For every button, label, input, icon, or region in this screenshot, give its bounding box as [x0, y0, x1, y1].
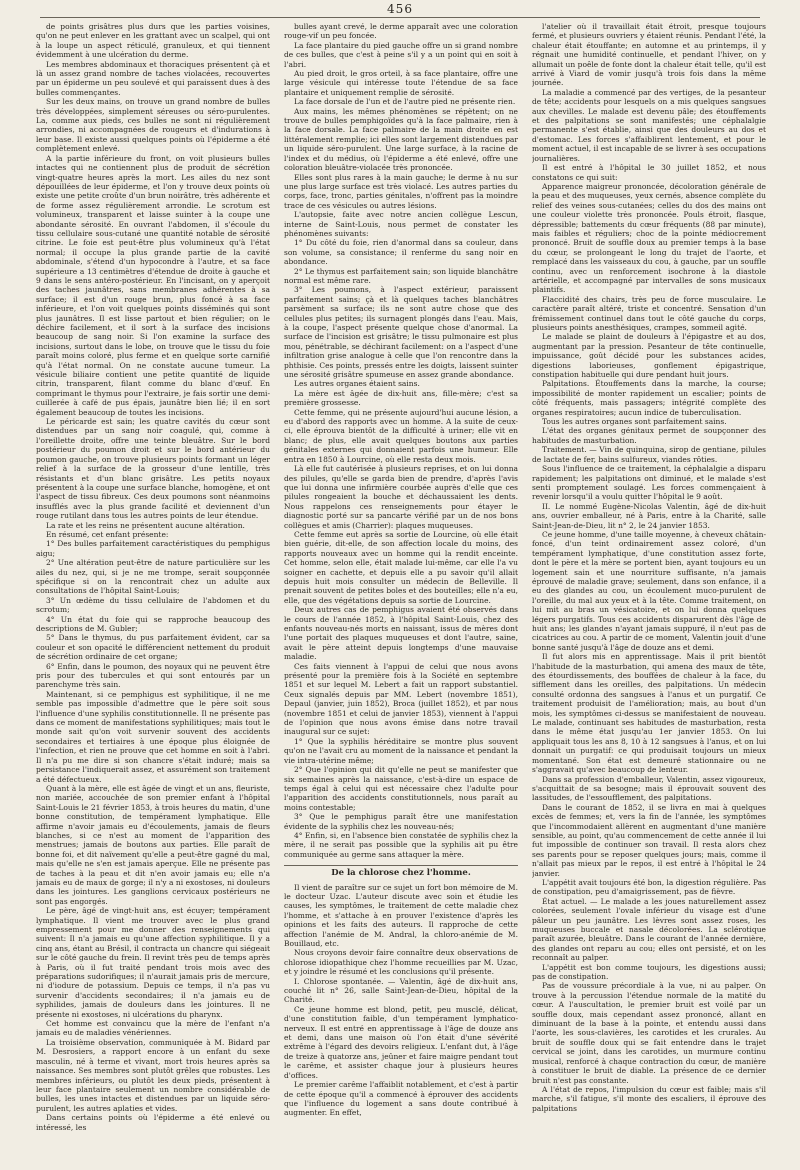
paragraph: Les membres abdominaux et thoraciques présentent çà et là un assez grand nombre de taches violacées, recouvertes par un épiderme un peu soulevé et qui paraissent dues à des bulles commençantes. [36, 59, 270, 97]
paragraph: La troisième observation, communiquée à M. Bidard par M. Desrosiers, a rapport encore à un enfant du sexe masculin, né à terme et vivant, mort trois heures après sa naissance. Ses membres sont plutôt grêles que robustes. Les membres inférieurs, ou plutôt les deux pieds, présentent à leur face plantaire seulement un nombre considérable de bulles, les unes intactes et distendues par un liquide séro-purulent, les autres aplaties et vides. [36, 1037, 270, 1113]
paragraph: bulles ayant crevé, le derme apparaît avec une coloration rouge-vif un peu foncée. [284, 22, 518, 41]
paragraph: Le péricarde est sain; les quatre cavités du cœur sont distendues par un sang noir coagulé, qui, comme à l'oreillette droite, offre une teinte bleuâtre. Sur le bord postérieur du poumon droit et sur le bord antérieur du poumon gauche, on trouve plusieurs points formant un léger relief à la surface de la grosseur d'une lentille, très résistants et d'un blanc grisâtre. Les petits noyaux présentent à la coupe une surface blanche, homogène, et ont l'aspect de tissu fibreux. Ces deux poumons sont néanmoins insufflés avec la plus grande facilité et deviennent d'un rouge rutilant dans tous les autres points de leur étendue. [36, 417, 270, 521]
paragraph: Nous croyons devoir faire connaître deux observations de chlorose idiopathique chez l'homme recueillies par M. Uzac, et y joindre le résumé et les conclusions qu'il présente. [284, 948, 518, 977]
paragraph: La mère est âgée de dix-huit ans, fille-mère; c'est sa première grossesse. [284, 388, 518, 408]
paragraph: 3° Un œdème du tissu cellulaire de l'abdomen et du scrotum; [36, 595, 270, 615]
paragraph: Dans certains points où l'épiderme a été enlevé ou intéressé, les [36, 1113, 270, 1132]
paragraph: État actuel. — Le malade a les joues naturellement assez colorées, seulement l'ovale inférieur du visage est d'une pâleur un peu jaunâtre. Les lèvres sont assez roses, les muqueuses buccale et nasale décolorées. La sclérotique paraît azurée, bleuâtre. Dans le courant de l'année dernière, des glandes ont reparu au cou; elles ont persisté, et on les reconnaît au palper. [532, 896, 766, 963]
paragraph: Palpitations. Étouffements dans la marche, la course; impossibilité de monter rapidement un escalier; points de côté fréquents, mais passagers; intégrité complète des organes respiratoires; aucun indice de tuberculisation. [532, 379, 766, 417]
paragraph: 4° Enfin, si, en l'absence bien constatée de syphilis chez la mère, il ne serait pas possible que la syphilis ait pu être communiquée au germe sans attaquer la mère. [284, 830, 518, 859]
paragraph: 5° Dans le thymus, du pus parfaitement évident, car sa couleur et son opacité le différencient nettement du produit de sécrétion ordinaire de cet organe; [36, 633, 270, 662]
paragraph: La rate et les reins ne présentent aucune altération. [46, 520, 245, 530]
paragraph: Maintenant, si ce pemphigus est syphilitique, il ne me semble pas impossible d'admettre que le père soit sous l'influence d'une syphilis constitutionnelle. Il ne présente pas dans ce moment de manifestations syphilitiques; mais tout le monde sait qu'on voit survenir souvent des accidents secondaires et tertiaires à une époque plus éloignée de l'infection, et rien ne prouve que cet homme en soit à l'abri. Il n'a pu me dire si son chancre s'était induré; mais sa persistance l'indiquerait assez, et assurément son traitement a été défectueux. [36, 689, 270, 784]
paragraph: Dans le courant de 1852, il se livra en mai à quelques excès de femmes; et, vers la fin de l'année, les symptômes que l'incommodaient allèrent en augmentant d'une manière sensible, au point, qu'au commencement de cette année il lui fut impossible de continuer son travail. Il resta alors chez ses parents pour se reposer quelques jours; mais, comme il n'allait pas mieux par le repos, il est entré à l'hôpital le 24 janvier. [532, 802, 766, 878]
paragraph: Sur les deux mains, on trouve un grand nombre de bulles très développées, simplement séreuses ou séro-purulentes. La, comme aux pieds, ces bulles ne sont ni régulièrement arrondies, ni accompagnées de rougeurs et d'indurations à leur base. Il existe aussi quelques points où l'épiderme a été complètement enlevé. [36, 97, 270, 154]
paragraph: A la partie inférieure du front, on voit plusieurs bulles intactes qui ne contiennent plus de produit de sécrétion vingt-quatre heures après la mort. Les ailes du nez sont dépouillées de leur épiderme, et l'on y trouve deux points où existe une petite croûte d'un brun noirâtre, très adhérente et de forme assez régulièrement arrondie. Le scrotum est volumineux, transparent et laisse suinter à la coupe une abondante sérosité. En ouvrant l'abdomen, il s'écoule du tissu cellulaire sous-cutané une quantité notable de sérosité citrine. Le foie est peut-être plus volumineux qu'à l'état normal; il occupe la plus grande partie de la cavité abdominale, s'étend d'un hypocondre à l'autre, et sa face supérieure a 13 centimètres d'étendue de droite à gauche et 9 dans le sens antéro-postérieur. En l'incisant, on y aperçoit des taches jaunâtres, sans membranes adhérentes à sa surface; il est d'un rouge brun, plus foncé à sa face inférieure, et l'on voit quelques points disséminés qui sont plus jaunâtres. Il est lisse partout et bien régulier; on le déchire facilement, et il sort à la surface des incisions beaucoup de sang noir. Si l'on examine la surface des incisions, surtout dans le lobe, on trouve que le tissu du foie paraît moins coloré, plus ferme et en quelque sorte carnifié qu'à l'état normal. On ne constate aucune tumeur. La vésicule biliaire contient une petite quantité de liquide citrin, transparent, filant comme du blanc d'œuf. En comprimant le thymus pour l'extraire, je fais sortir une demi-cuillerée à café de pus épais, jaunâtre bien lié; il en sort également beaucoup de toutes les incisions. [36, 153, 270, 417]
paragraph: 6° Enfin, dans le poumon, des noyaux qui ne peuvent être pris pour des tubercules et qui sont entourés par un parenchyme très sain. [36, 661, 270, 690]
paragraph: Quant à la mère, elle est âgée de vingt et un ans, fleuriste, non mariée, accouchée de son premier enfant à l'hôpital Saint-Louis le 21 février 1853, à trois heures du matin, d'une bonne constitution, de tempérament lymphatique. Elle affirme n'avoir jamais eu d'écoulements, jamais de fleurs blanches, si ce n'est au moment de l'apparition des menstrues; jamais de boutons aux parties. Elle paraît de bonne foi, et dit naïvement qu'elle a peut-être gagné du mal, mais qu'elle ne s'en est jamais aperçue. Elle ne présente pas de taches à la peau et dit n'en avoir jamais eu; elle n'a jamais eu de maux de gorge; il n'y a ni exostoses, ni douleurs dans les jointures. Les ganglions cervicaux postérieurs ne sont pas engorgés. [36, 783, 270, 906]
paragraph: L'appétit est bon comme toujours, les digestions aussi; pas de constipation. [532, 962, 766, 982]
paragraph: L'état des organes génitaux permet de soupçonner des habitudes de masturbation. [532, 426, 766, 445]
header-rule [40, 17, 760, 18]
paragraph: Elles sont plus rares à la main gauche; le derme à nu sur une plus large surface est très violacé. Les autres parties du corps, face, tronc, parties génitales, n'offrent pas la moindre trace de ces vésicules ou autres lésions. [284, 172, 518, 210]
column-left [36, 22, 270, 1162]
column-middle [284, 22, 518, 1162]
paragraph: 4° Un état du foie qui se rapproche beaucoup des descriptions de M. Gubler; [36, 614, 270, 633]
paragraph: Ce jeune homme est blond, petit, peu musclé, délicat, d'une constitution faible, d'un tempérament lymphatico-nerveux. Il est entré en apprentissage à l'âge de douze ans et demi, dans une maison où l'on était d'une sévérité extrême à l'égard des devoirs religieux. L'enfant dut, à l'âge de treize à quatorze ans, jeûner et faire maigre pendant tout le carême, et assister chaque jour à plusieurs heures d'offices. [284, 1004, 518, 1080]
paragraph: Le premier carême l'affaiblit notablement, et c'est à partir de cette époque qu'il a commencé à éprouver des accidents que l'influence du logement a sans doute contribué à augmenter. En effet, [284, 1080, 518, 1118]
paragraph: Deux autres cas de pemphigus avaient été observés dans le cours de l'année 1852, à l'hôpital Saint-Louis, chez des enfants nouveau-nés morts en naissant, issus de mères dont l'une portait des plaques muqueuses et dont l'autre, saine, avait le père atteint depuis longtemps d'une mauvaise maladie. [284, 605, 518, 662]
paragraph: Le père, âgé de vingt-huit ans, est écuyer; tempérament lymphatique. Il vient me trouver avec le plus grand empressement pour me donner des renseignements qui suivent: Il n'a jamais eu qu'une affection syphilitique. Il y a cinq ans, étant au Brésil, il contracta un chancre qui siégeait sur le côté gauche du frein. Il revint très peu de temps après à Paris, où il fut traité pendant trois mois avec des préparations sudorifiques; il n'aurait jamais pris de mercure, ni d'iodure de potassium. Depuis ce temps, il n'a pas vu survenir d'accidents secondaires; il n'a jamais eu de syphilides, jamais de douleurs dans les jointures. Il ne présente ni exostoses, ni ulcérations du pharynx. [36, 906, 270, 1019]
column-right [532, 22, 766, 1162]
paragraph: Là elle fut cautérisée à plusieurs reprises, et on lui donna des pilules, qu'elle se garda bien de prendre, d'après l'avis que lui donna une infirmière courbée auprès d'elle que ces pilules rongeaient la bouche et déchaussaient les dents. Nous rappelons ces renseignements pour étayer le diagnostic porté sur sa pancarte vérifié par un de nos bons collègues et amis (Charrier): plaques muqueuses. [284, 464, 518, 530]
paragraph: II. Le nommé Eugène-Nicolas Valentin, âgé de dix-huit ans, ouvrier emballeur, né à Paris, entre à la Charité, salle Saint-Jean-de-Dieu, lit n° 2, le 24 janvier 1853. [532, 501, 766, 530]
paragraph: 2° Que l'opinion qui dit qu'elle ne peut se manifester que six semaines après la naissance, c'est-à-dire un espace de temps égal à celui qui est nécessaire chez l'adulte pour l'apparition des accidents constitutionnels, nous paraît au moins contestable; [284, 765, 518, 812]
paragraph: 3° Que le pemphigus paraît être une manifestation évidente de la syphilis chez les nouveau-nés; [284, 812, 518, 831]
paragraph: L'appétit avait toujours été bon, la digestion régulière. Pas de constipation, peu d'amaigrissement, pas de fièvre. [532, 877, 766, 897]
paragraph: 1° Que la syphilis héréditaire se montre plus souvent qu'on ne l'avait cru au moment de la naissance et pendant la vie intra-utérine même; [284, 736, 518, 765]
paragraph: 3° Les poumons, à l'aspect extérieur, paraissent parfaitement sains; çà et là quelques taches blanchâtres parsèment sa surface; ils ne sont autre chose que des cellules plus petites; ils surnagent plongés dans l'eau. Mais, à la coupe, l'aspect présente quelque chose d'anormal. La surface de l'incision est grisâtre; le tissu pulmonaire est plus mou, pénétrable, se déchirant facilement: on a l'aspect d'une infiltration grise analogue à celle que l'on rencontre dans la phthisie. Ces points, pressés entre les doigts, laissent suinter une sérosité grisâtre spumeuse en assez grande abondance. [284, 285, 518, 380]
paragraph: Apparence maigreur prononcée, décoloration générale de la peau et des muqueuses, yeux cernés, absence complète du relief des veines sous-cutanées; celles du dos des mains ont une couleur violette très prononcée. Pouls étroit, flasque, dépressible; battements du cœur fréquents (88 par minute), mais faibles et réguliers; choc de la pointe médiocrement prononcé. Bruit de souffle doux au premier temps à la base du cœur, se prolongeant le long du trajet de l'aorte, et remplacé dans les vaisseaux du cou, à gauche, par un souffle continu, avec un renforcement isochrone à la diastole artérielle, et accompagné par intervalles de sons musicaux plaintifs. [532, 181, 766, 295]
paragraph: Il fut alors mis en apprentissage. Mais il prit bientôt l'habitude de la masturbation, qui amena des maux de tête, des étourdissements, des bouffées de chaleur à la face, du sifflement dans les oreilles, des palpitations. Un médecin consulté ordonna des sangsues à l'anus et un purgatif. Ce traitement produisit de l'amélioration; mais, au bout d'un mois, les symptômes ci-dessus se manifestaient de nouveau. Le malade, continuant ses habitudes de masturbation, resta dans le même état jusqu'au 1er janvier 1853. On lui appliquait tous les ans 8, 10 à 12 sangsues à l'anus, et on lui donnait un purgatif: ce qui produisait toujours un mieux momentané. Son état est demeuré stationnaire ou ne s'aggravait qu'avec beaucoup de lenteur. [532, 652, 766, 775]
paragraph: I. Chlorose spontanée. — Valentin, âgé de dix-huit ans, couché lit n° 26, salle Saint-Jean-de-Dieu, hôpital de la Charité. [284, 976, 518, 1005]
paragraph: La face dorsale de l'un et de l'autre pied ne présente rien. [294, 97, 516, 107]
paragraph: 1° Du côté du foie, rien d'anormal dans sa couleur, dans son volume, sa consistance; il renferme du sang noir en abondance. [284, 238, 518, 267]
paragraph: En résumé, cet enfant présente: [46, 529, 169, 539]
paragraph: Tous les autres organes sont parfaitement sains. [542, 417, 727, 427]
paragraph: Cet homme est convaincu que la mère de l'enfant n'a jamais eu de maladies vénériennes. [36, 1019, 270, 1038]
paragraph: Les autres organes étaient sains. [294, 379, 420, 389]
paragraph: Au pied droit, le gros orteil, à sa face plantaire, offre une large vésicule qui intéresse toute l'étendue de sa face plantaire et uniquement remplie de sérosité. [284, 69, 518, 97]
paragraph: 1° Des bulles parfaitement caractéristiques du pemphigus aigu; [36, 539, 270, 558]
paragraph: 2° Le thymus est parfaitement sain; son liquide blanchâtre normal est même rare. [284, 266, 518, 285]
paragraph: L'autopsie, faite avec notre ancien collègue Lescun, interne de Saint-Louis, nous permet de constater les phénomènes suivants: [284, 210, 518, 238]
paragraph: Il vient de paraître sur ce sujet un fort bon mémoire de M. le docteur Uzac. L'auteur discute avec soin et étudie les causes, les symptômes, le traitement de cette maladie chez l'homme, et s'attache à en prouver l'existence d'après les opinions et les faits des auteurs. Il rapproche de cette affection l'anémie de M. Andral, la chloro-anémie de M. Bouillaud, etc. [284, 882, 518, 948]
paragraph: Dans sa profession d'emballeur, Valentin, assez vigoureux, s'acquittait de sa besogne; mais il éprouvait souvent des lassitudes, de l'essoufflement, des palpitations. [532, 774, 766, 803]
paragraph: Le malade se plaint de douleurs à l'épigastre et au dos, augmentant par la pression. Pesanteur de tête continuelle, impuissance, goût décidé pour les substances acides, digestions laborieuses, gonflement épigastrique, constipation habituelle qui dure pendant huit jours. [532, 332, 766, 380]
paragraph: Cette femme, qui ne présente aujourd'hui aucune lésion, a eu d'abord des rapports avec un homme. A la suite de ceux-ci, elle éprouva bientôt de la difficulté à uriner; elle vit en blanc; de plus, elle avait quelques boutons aux parties génitales externes qui donnaient parfois une humeur. Elle entra en 1850 à Lourcine, où elle resta deux mois. [284, 407, 518, 464]
paragraph: A l'état de repos, l'impulsion du cœur est faible; mais s'il marche, s'il fatigue, s'il monte des escaliers, il éprouve des palpitations [532, 1084, 766, 1113]
paragraph: Il est entré à l'hôpital le 30 juillet 1852, et nous constatons ce qui suit: [532, 163, 766, 182]
paragraph: Cette femme eut après sa sortie de Lourcine, où elle était bien guérie, dit-elle, de son affection locale du moins, des rapports nouveaux avec un homme qui la rendit enceinte. Cet homme, selon elle, était malade lui-même, car elle l'a vu soigner en cachette, et depuis elle a pu savoir qu'il allait depuis huit mois consulter un médecin de Belleville. Il prenait souvent de petites boles et des bouteilles; elle n'a eu, elle, que des végétations depuis sa sortie de Lourcine. [284, 529, 518, 605]
paragraph: Ces faits viennent à l'appui de celui que nous avons présenté pour la première fois à la Société en septembre 1851 et sur lequel M. Lebert a fait un rapport substantiel. Ceux signalés depuis par MM. Lebert (novembre 1851), Depaul (janvier, juin 1852), Broca (juillet 1852), et par nous (novembre 1851 et celui de janvier 1853), viennent à l'appui de l'opinion que nous avons émise dans notre travail inaugural sur ce sujet: [284, 661, 518, 737]
section-heading: De la chlorose chez l'homme. [284, 865, 518, 878]
paragraph: Pas de voussure précordiale à la vue, ni au palper. On trouve à la percussion l'étendue normale de la matité du cœur. A l'auscultation, le premier bruit est voilé par un souffle doux, mais cependant assez prononcé, allant en diminuant de la base à la pointe, et entendu aussi dans l'aorte, les sous-clavières, les carotides et les crurales. Au bruit de souffle doux qui se fait entendre dans le trajet cervical se joint, dans les carotides, un murmure continu musical, renforcé à chaque contraction du cœur, de manière à constituer le bruit de diable. La présence de ce dernier bruit n'est pas constante. [532, 981, 766, 1085]
paragraph: La face plantaire du pied gauche offre un si grand nombre de ces bulles, que c'est à peine s'il y a un point qui en soit à l'abri. [284, 40, 518, 69]
paragraph: de points grisâtres plus durs que les parties voisines, qu'on ne peut enlever en les grattant avec un scalpel, qui ont à la loupe un aspect réticulé, granuleux, et qui tiennent évidemment à une ulcération du derme. [36, 22, 270, 60]
paragraph: La maladie a commencé par des vertiges, de la pesanteur de tête; accidents pour lesquels on a mis quelques sangsues aux chevilles. Le malade est devenu pâle; des étouffements et des palpitations se sont manifestés; une céphalalgie permanente s'est établie, ainsi que des douleurs au dos et d'estomac. Les forces s'affaiblirent lentement, et pour le moment actuel, il est incapable de se livrer à ses occupations journalières. [532, 87, 766, 163]
paragraph: 2° Une altération peut-être de nature particulière sur les ailes du nez, qui, si je ne me trompe, serait soupçonnée spécifique si on la rencontrait chez un adulte aux consultations de l'hôpital Saint-Louis; [36, 558, 270, 596]
page-number: 456 [387, 2, 413, 16]
paragraph: Flaccidité des chairs, très peu de force musculaire. Le caractère paraît altéré, triste et concentré. Sensation d'un frémissement continuel dans tout le côté gauche du corps, plusieurs points anesthésiques, crampes, sommeil agité. [532, 294, 766, 332]
paragraph: Sous l'influence de ce traitement, la céphalalgie a disparu rapidement; les palpitations ont diminué, et le malade s'est senti promptement soulagé. Les forces commençaient à revenir lorsqu'il a voulu quitter l'hôpital le 9 août. [532, 464, 766, 502]
paragraph: Aux mains, les mêmes phénomènes se répètent; on ne trouve de bulles pemphigoïdes qu'à la face palmaire, rien à la face dorsale. La face palmaire de la main droite en est littéralement remplie; ici elles sont largement distendues par un liquide séro-purulent. Une large surface, à la racine de l'index et du médius, où l'épiderme a été enlevé, offre une coloration bleuâtre-violacée très prononcée. [284, 106, 518, 173]
paragraph: Traitement. — Vin de quinquina, sirop de gentiane, pilules de lactate de fer, bains sulfureux, viandes rôties. [532, 445, 766, 464]
text-columns [36, 22, 766, 1162]
paragraph: Ce jeune homme, d'une taille moyenne, à cheveux châtain-foncé, d'un teint ordinairement assez coloré, d'un tempérament lymphatique, d'une constitution assez forte, dont le père et la mère se portent bien, ayant toujours eu un logement sain et une nourriture suffisante, n'a jamais éprouvé de maladie grave; seulement, dans son enfance, il a eu des glandes au cou, un écoulement muco-purulent de l'oreille, du mal aux yeux et à la tête. Comme traitement, on lui mit au bras un vésicatoire, et on lui donna quelques légers purgatifs. Tous ces accidents disparurent dès l'âge de huit ans; les glandes n'ayant jamais suppuré, il n'eut pas de cicatrices au cou. A partir de ce moment, Valentin jouit d'une bonne santé jusqu'à l'âge de douze ans et demi. [532, 529, 766, 652]
paragraph: l'atelier où il travaillait était étroit, presque toujours fermé, et plusieurs ouvriers y étaient réunis. Pendant l'été, la chaleur était étouffante; en automne et au printemps, il y régnait une humidité continuelle, et pendant l'hiver, on y allumait un poêle de fonte dont la chaleur était telle, qu'il est arrivé à Viard de vomir jusqu'à trois fois dans la même journée. [532, 22, 766, 88]
